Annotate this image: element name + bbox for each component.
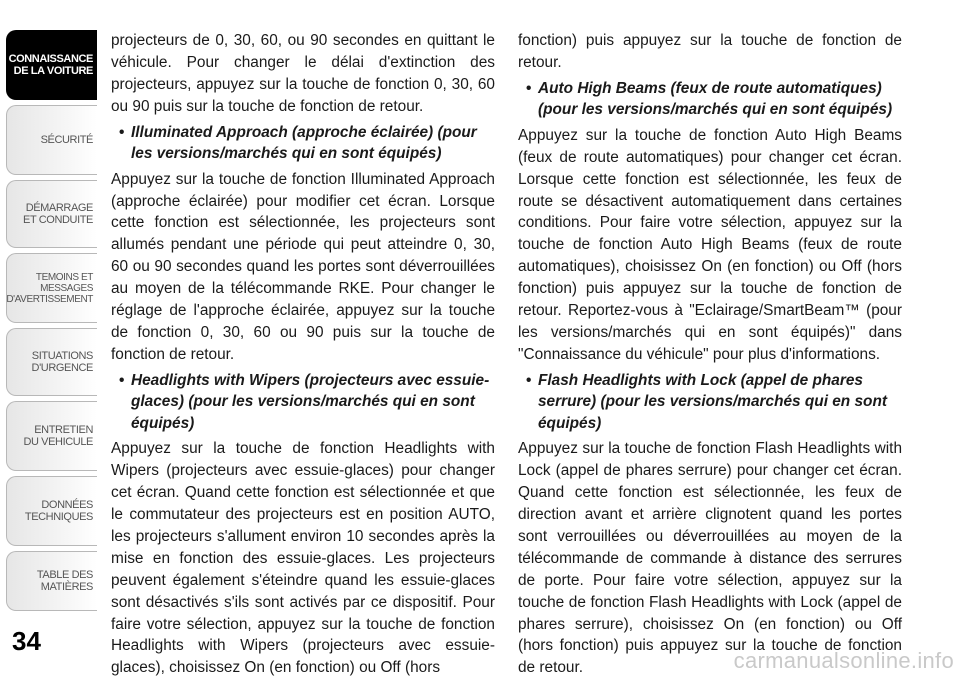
bullet-heading: • Illuminated Approach (approche éclairée) (pour les versions/marchés qui en sont équipés) <box>119 123 477 163</box>
bullet-icon: • <box>119 123 125 141</box>
bullet-icon: • <box>119 371 125 389</box>
tab-situations-d-urgence[interactable]: SITUATIONS D'URGENCE <box>6 328 97 396</box>
paragraph: projecteurs de 0, 30, 60, ou 90 secondes en quittant le véhicule. Pour changer le délai d'extinction des projecteurs, appuyez sur la touche de fonction 0, 30, 60 ou 90 puis sur la touche de fonction de retour. <box>111 32 495 115</box>
paragraph: Appuyez sur la touche de fonction Auto High Beams (feux de route automatiques) pour changer cet écran. Lorsque cette fonction est sélectionnée, les feux de route se désactivent automatiquement dans certaines conditions. Pour faire votre sélection, appuyez sur la touche de fonction Auto High Beams (feux de route automatiques), choisissez On (en fonction) ou Off (hors fonction) puis appuyez sur la touche de fonction de retour. Reportez-vous à "Eclairage/SmartBeam™ (pour les versions/marchés qui en sont équipés)" dans "Connaissance du véhicule" pour plus d'informations. <box>518 126 902 363</box>
tab-demarrage-et-conduite[interactable]: DÉMARRAGE ET CONDUITE <box>6 180 97 248</box>
bullet-icon: • <box>526 371 532 389</box>
tab-temoins-et-messages[interactable]: TEMOINS ET MESSAGES D'AVERTISSEMENT <box>6 253 97 323</box>
page-number: 34 <box>12 626 41 656</box>
left-column <box>111 30 495 683</box>
watermark: carmanualsonline.info <box>733 648 954 673</box>
paragraph: fonction) puis appuyez sur la touche de fonction de retour. <box>518 32 902 71</box>
tab-entretien-du-vehicule[interactable]: ENTRETIEN DU VEHICULE <box>6 401 97 471</box>
paragraph: Appuyez sur la touche de fonction Illuminated Approach (approche éclairée) pour modifier cet écran. Lorsque cette fonction est sélectionnée, les projecteurs sont allumés pendant une période qui peut atteindre 0, 30, 60 ou 90 secondes quand les portes sont déverrouillées au moyen de la télécommande RKE. Pour changer le réglage de l'approche éclairée, appuyez sur la touche de fonction 0, 30, 60 ou 90 puis sur la touche de fonction de retour. <box>111 170 495 363</box>
bullet-icon: • <box>526 79 532 97</box>
bullet-heading: • Flash Headlights with Lock (appel de phares serrure) (pour les versions/marchés qui en sont équipés) <box>526 371 887 432</box>
tab-donnees-techniques[interactable]: DONNÉES TECHNIQUES <box>6 476 97 546</box>
tab-securite[interactable]: SÉCURITÉ <box>6 105 97 175</box>
tab-connaissance-de-la-voiture[interactable]: CONNAISSANCE DE LA VOITURE <box>6 30 97 100</box>
right-column <box>518 30 902 683</box>
paragraph: Appuyez sur la touche de fonction Headlights with Wipers (projecteurs avec essuie-glaces) pour changer cet écran. Quand cette fonction est sélectionnée et que le commutateur des projecteurs est en position AUTO, les projecteurs s'allument environ 10 secondes après la mise en fonction des essuie-glaces. Les projecteurs peuvent également s'éteindre quand les essuie-glaces sont désactivés s'ils sont activés par ce dispositif. Pour faire votre sélection, appuyez sur la touche de fonction Headlights with Wipers (projecteurs avec essuie-glaces), choisissez On (en fonction) ou Off (hors <box>111 440 495 677</box>
tab-table-des-matieres[interactable]: TABLE DES MATIÈRES <box>6 551 97 611</box>
bullet-heading: • Headlights with Wipers (projecteurs avec essuie-glaces) (pour les versions/marchés qui en sont équipés) <box>119 371 490 432</box>
bullet-heading: • Auto High Beams (feux de route automatiques) (pour les versions/marchés qui en sont équipés) <box>526 79 893 119</box>
chapter-tabs <box>0 0 97 678</box>
paragraph: Appuyez sur la touche de fonction Flash Headlights with Lock (appel de phares serrure) pour changer cet écran. Quand cette fonction est sélectionnée, les feux de direction avant et arrière clignotent quand les portes sont verrouillées ou déverrouillées au moyen de la télécommande de commande à distance des serrures de porte. Pour faire votre sélection, appuyez sur la touche de fonction Flash Headlights with Lock (appel de phares serrure), choisissez On (en fonction) ou Off (hors fonction) puis appuyez sur la touche de fonction de retour. <box>518 440 902 677</box>
